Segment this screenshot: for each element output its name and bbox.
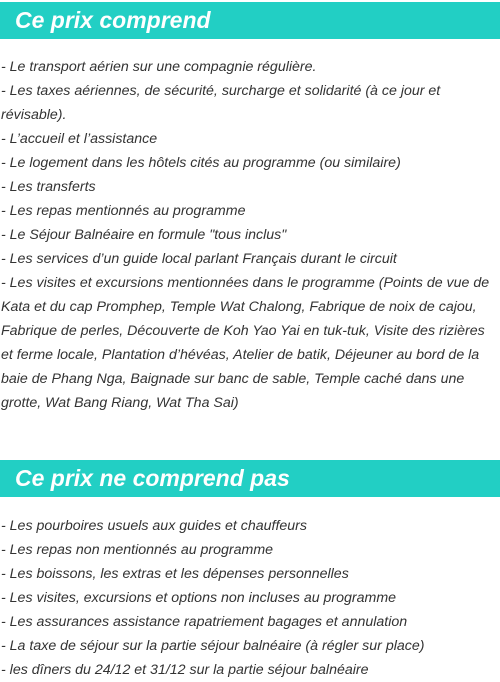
included-section-title: Ce prix comprend <box>0 2 500 39</box>
excluded-section-title: Ce prix ne comprend pas <box>0 460 500 497</box>
list-item: - Le Séjour Balnéaire en formule "tous inclus" <box>1 227 287 243</box>
excluded-section <box>0 460 500 682</box>
list-item: - Le transport aérien sur une compagnie régulière. <box>1 59 317 75</box>
list-item: - Les assurances assistance rapatriement bagages et annulation <box>1 614 408 630</box>
list-item: - Le logement dans les hôtels cités au programme (ou similaire) <box>1 155 401 171</box>
list-item: - Les pourboires usuels aux guides et chauffeurs <box>1 518 308 534</box>
list-item: - Les repas mentionnés au programme <box>1 203 246 219</box>
list-item: - Les transferts <box>1 179 96 195</box>
list-item: - Les boissons, les extras et les dépenses personnelles <box>1 566 349 582</box>
list-item: - Les visites et excursions mentionnées dans le programme (Points de vue de Kata et du cap Promphep, Temple Wat Chalong, Fabrique de noix de cajou, Fabrique de perles, Découverte de Koh Yao Yai en tuk-tuk, Visite des rizières et ferme locale, Plantation d’hévéas, Atelier de batik, Déjeuner au bord de la baie de Phang Nga, Baignade sur banc de sable, Temple caché dans une grotte, Wat Bang Riang, Wat Tha Sai) <box>1 275 490 411</box>
list-item: - Les repas non mentionnés au programme <box>1 542 274 558</box>
list-item: - Les services d’un guide local parlant Français durant le circuit <box>1 251 397 267</box>
list-item: - Les taxes aériennes, de sécurité, surcharge et solidarité (à ce jour et révisable). <box>1 83 441 123</box>
list-item: - L’accueil et l’assistance <box>1 131 158 147</box>
included-list <box>0 55 500 415</box>
included-section <box>0 2 500 415</box>
list-item: - les dîners du 24/12 et 31/12 sur la partie séjour balnéaire <box>1 662 369 678</box>
list-item: - Les visites, excursions et options non incluses au programme <box>1 590 397 606</box>
list-item: - La taxe de séjour sur la partie séjour balnéaire (à régler sur place) <box>1 638 425 654</box>
excluded-list <box>0 514 500 682</box>
